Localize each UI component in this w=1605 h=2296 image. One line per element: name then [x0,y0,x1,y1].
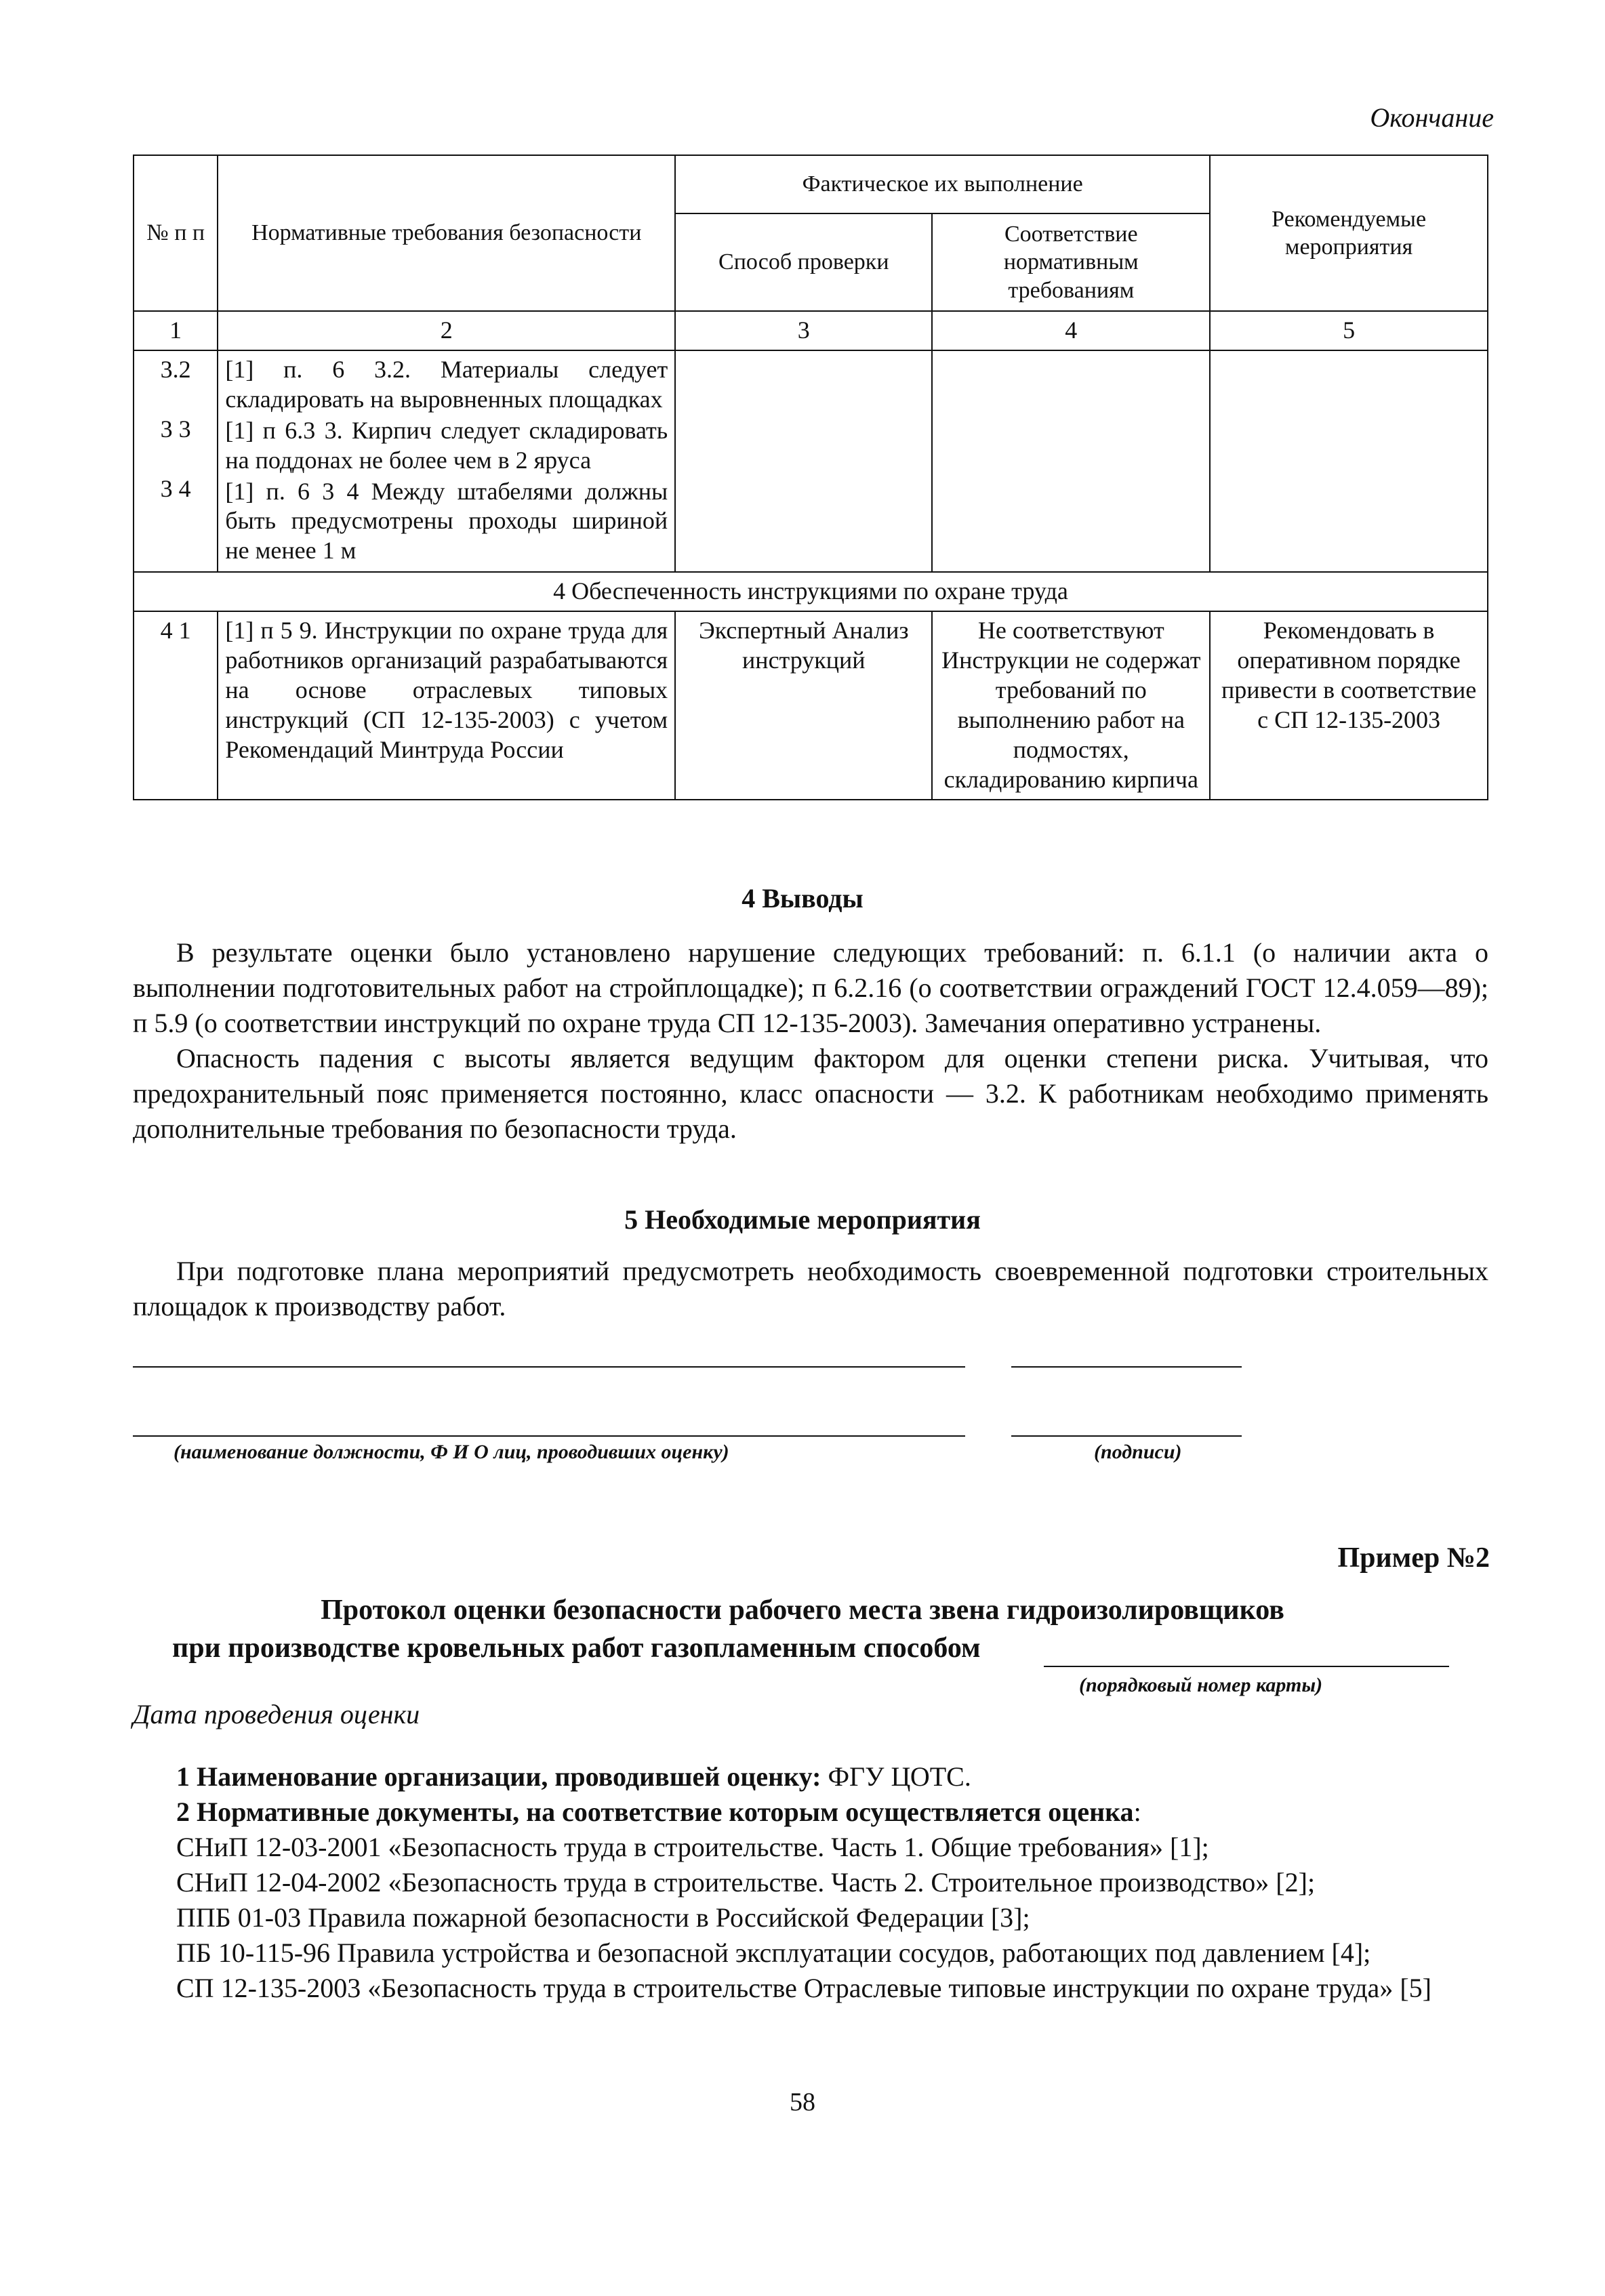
header-actual: Фактическое их выполнение [675,155,1210,213]
conclusions-heading: 4 Выводы [741,883,864,914]
card-number-caption: (порядковый номер карты) [1079,1674,1323,1696]
recommended-cell [1210,350,1488,572]
document-item: СП 12-135-2003 «Безопасность труда в строительстве Отраслевые типовые инструкции по охране труда» [5] [176,1973,1431,2003]
recommended-text: Рекомендовать в оперативном порядке привести в соответствие с СП 12-135-2003 [1210,611,1488,799]
row-number: 3 4 [160,474,191,502]
positions-caption: (наименование должности, Ф И О лиц, проводивших оценку) [174,1441,729,1463]
column-number: 3 [675,311,932,350]
requirements-cell [218,350,675,572]
page-number: 58 [790,2088,815,2116]
table-row [134,350,1488,572]
table-header-row [134,155,1488,213]
documents-label: 2 Нормативные документы, на соответствие которым осуществляется оценка [176,1797,1134,1827]
header-recommended: Рекомендуемые мероприятия [1210,155,1488,311]
measures-paragraph: При подготовке плана мероприятий предусмотреть необходимость своевременной подготовки строительных площадок к производству работ. [133,1256,1488,1321]
requirements-table [133,155,1488,800]
method-text: Экспертный Анализ инструкций [675,611,932,799]
document-item: СНиП 12-03-2001 «Безопасность труда в строительстве. Часть 1. Общие требования» [1]; [176,1832,1209,1862]
compliance-text: Не соответствуют Инструкции не содержат требований по выполнению работ на подмостях, складированию кирпича [932,611,1210,799]
organization-label: 1 Наименование организации, проводившей оценку: [176,1761,821,1792]
assessment-date-label: Дата проведения оценки [133,1699,420,1729]
column-number: 5 [1210,311,1488,350]
header-compliance: Соответствие нормативным требованиям [932,213,1210,311]
compliance-cell [932,350,1210,572]
protocol-subtitle: при производстве кровельных работ газопламенным способом [172,1633,981,1664]
conclusions-paragraph-1: В результате оценки было установлено нарушение следующих требований: п. 6.1.1 (о наличии акта о выполнении подготовительных работ на стройплощадке); п 6.2.16 (о соответствии ограждений ГОСТ 12.4.059—89); п 5.9 (о соответствии инструкций по охране труда СП 12-135-2003). Замечания оперативно устранены. [133,937,1488,1038]
table-row [134,611,1488,799]
requirement-text: [1] п. 6 3 4 Между штабелями должны быть предусмотрены проходы шириной не менее 1 м [225,477,668,565]
requirement-text: [1] п 5 9. Инструкции по охране труда для работников организаций разрабатываются на основе отраслевых типовых инструкций (СП 12-135-2003) с учетом Рекомендаций Минтруда России [218,611,675,799]
requirement-text: [1] п. 6 3.2. Материалы следует складировать на выровненных площадках [225,355,668,413]
requirement-text: [1] п 6.3 3. Кирпич следует складировать на поддонах не более чем в 2 яруса [225,416,668,474]
position-line [133,1366,965,1368]
row-number: 4 1 [134,611,218,799]
document-item: ППБ 01-03 Правила пожарной безопасности в Российской Федерации [3]; [176,1902,1030,1933]
measures-heading: 5 Необходимые мероприятия [624,1204,981,1235]
organization-value: ФГУ ЦОТС. [821,1761,971,1792]
row-number: 3.2 [160,355,191,383]
header-num: № п п [134,155,218,311]
documents-colon: : [1133,1797,1141,1827]
row-number: 3 3 [160,415,191,443]
column-number: 2 [218,311,675,350]
section-row [134,572,1488,611]
organization-block [133,1759,1488,2006]
header-method: Способ проверки [675,213,932,311]
position-line [133,1435,965,1437]
signature-line [1011,1366,1242,1368]
protocol-title: Протокол оценки безопасности рабочего места звена гидроизолировщиков [321,1595,1284,1626]
continuation-label: Окончание [1370,102,1494,133]
measures-text [133,1254,1488,1324]
column-numbers-row [134,311,1488,350]
document-item: СНиП 12-04-2002 «Безопасность труда в строительстве. Часть 2. Строительное производство» [2]; [176,1867,1316,1898]
document-item: ПБ 10-115-96 Правила устройства и безопасной эксплуатации сосудов, работающих под давлением [4]; [176,1938,1371,1968]
card-number-line [1044,1666,1449,1667]
section-title: 4 Обеспеченность инструкциями по охране труда [134,572,1488,611]
header-requirements: Нормативные требования безопасности [218,155,675,311]
example-label: Пример №2 [1337,1542,1490,1574]
column-number: 1 [134,311,218,350]
row-numbers-cell [134,350,218,572]
signatures-caption: (подписи) [1094,1441,1182,1463]
column-number: 4 [932,311,1210,350]
signature-line [1011,1435,1242,1437]
method-cell [675,350,932,572]
organization-line [133,1759,1488,1795]
conclusions-text [133,935,1488,1147]
conclusions-paragraph-2: Опасность падения с высоты является ведущим фактором для оценки степени риска. Учитывая, что предохранительный пояс применяется постоянно, класс опасности — 3.2. К работникам необходимо применять дополнительные требования по безопасности труда. [133,1043,1488,1144]
documents-heading [133,1795,1488,1830]
